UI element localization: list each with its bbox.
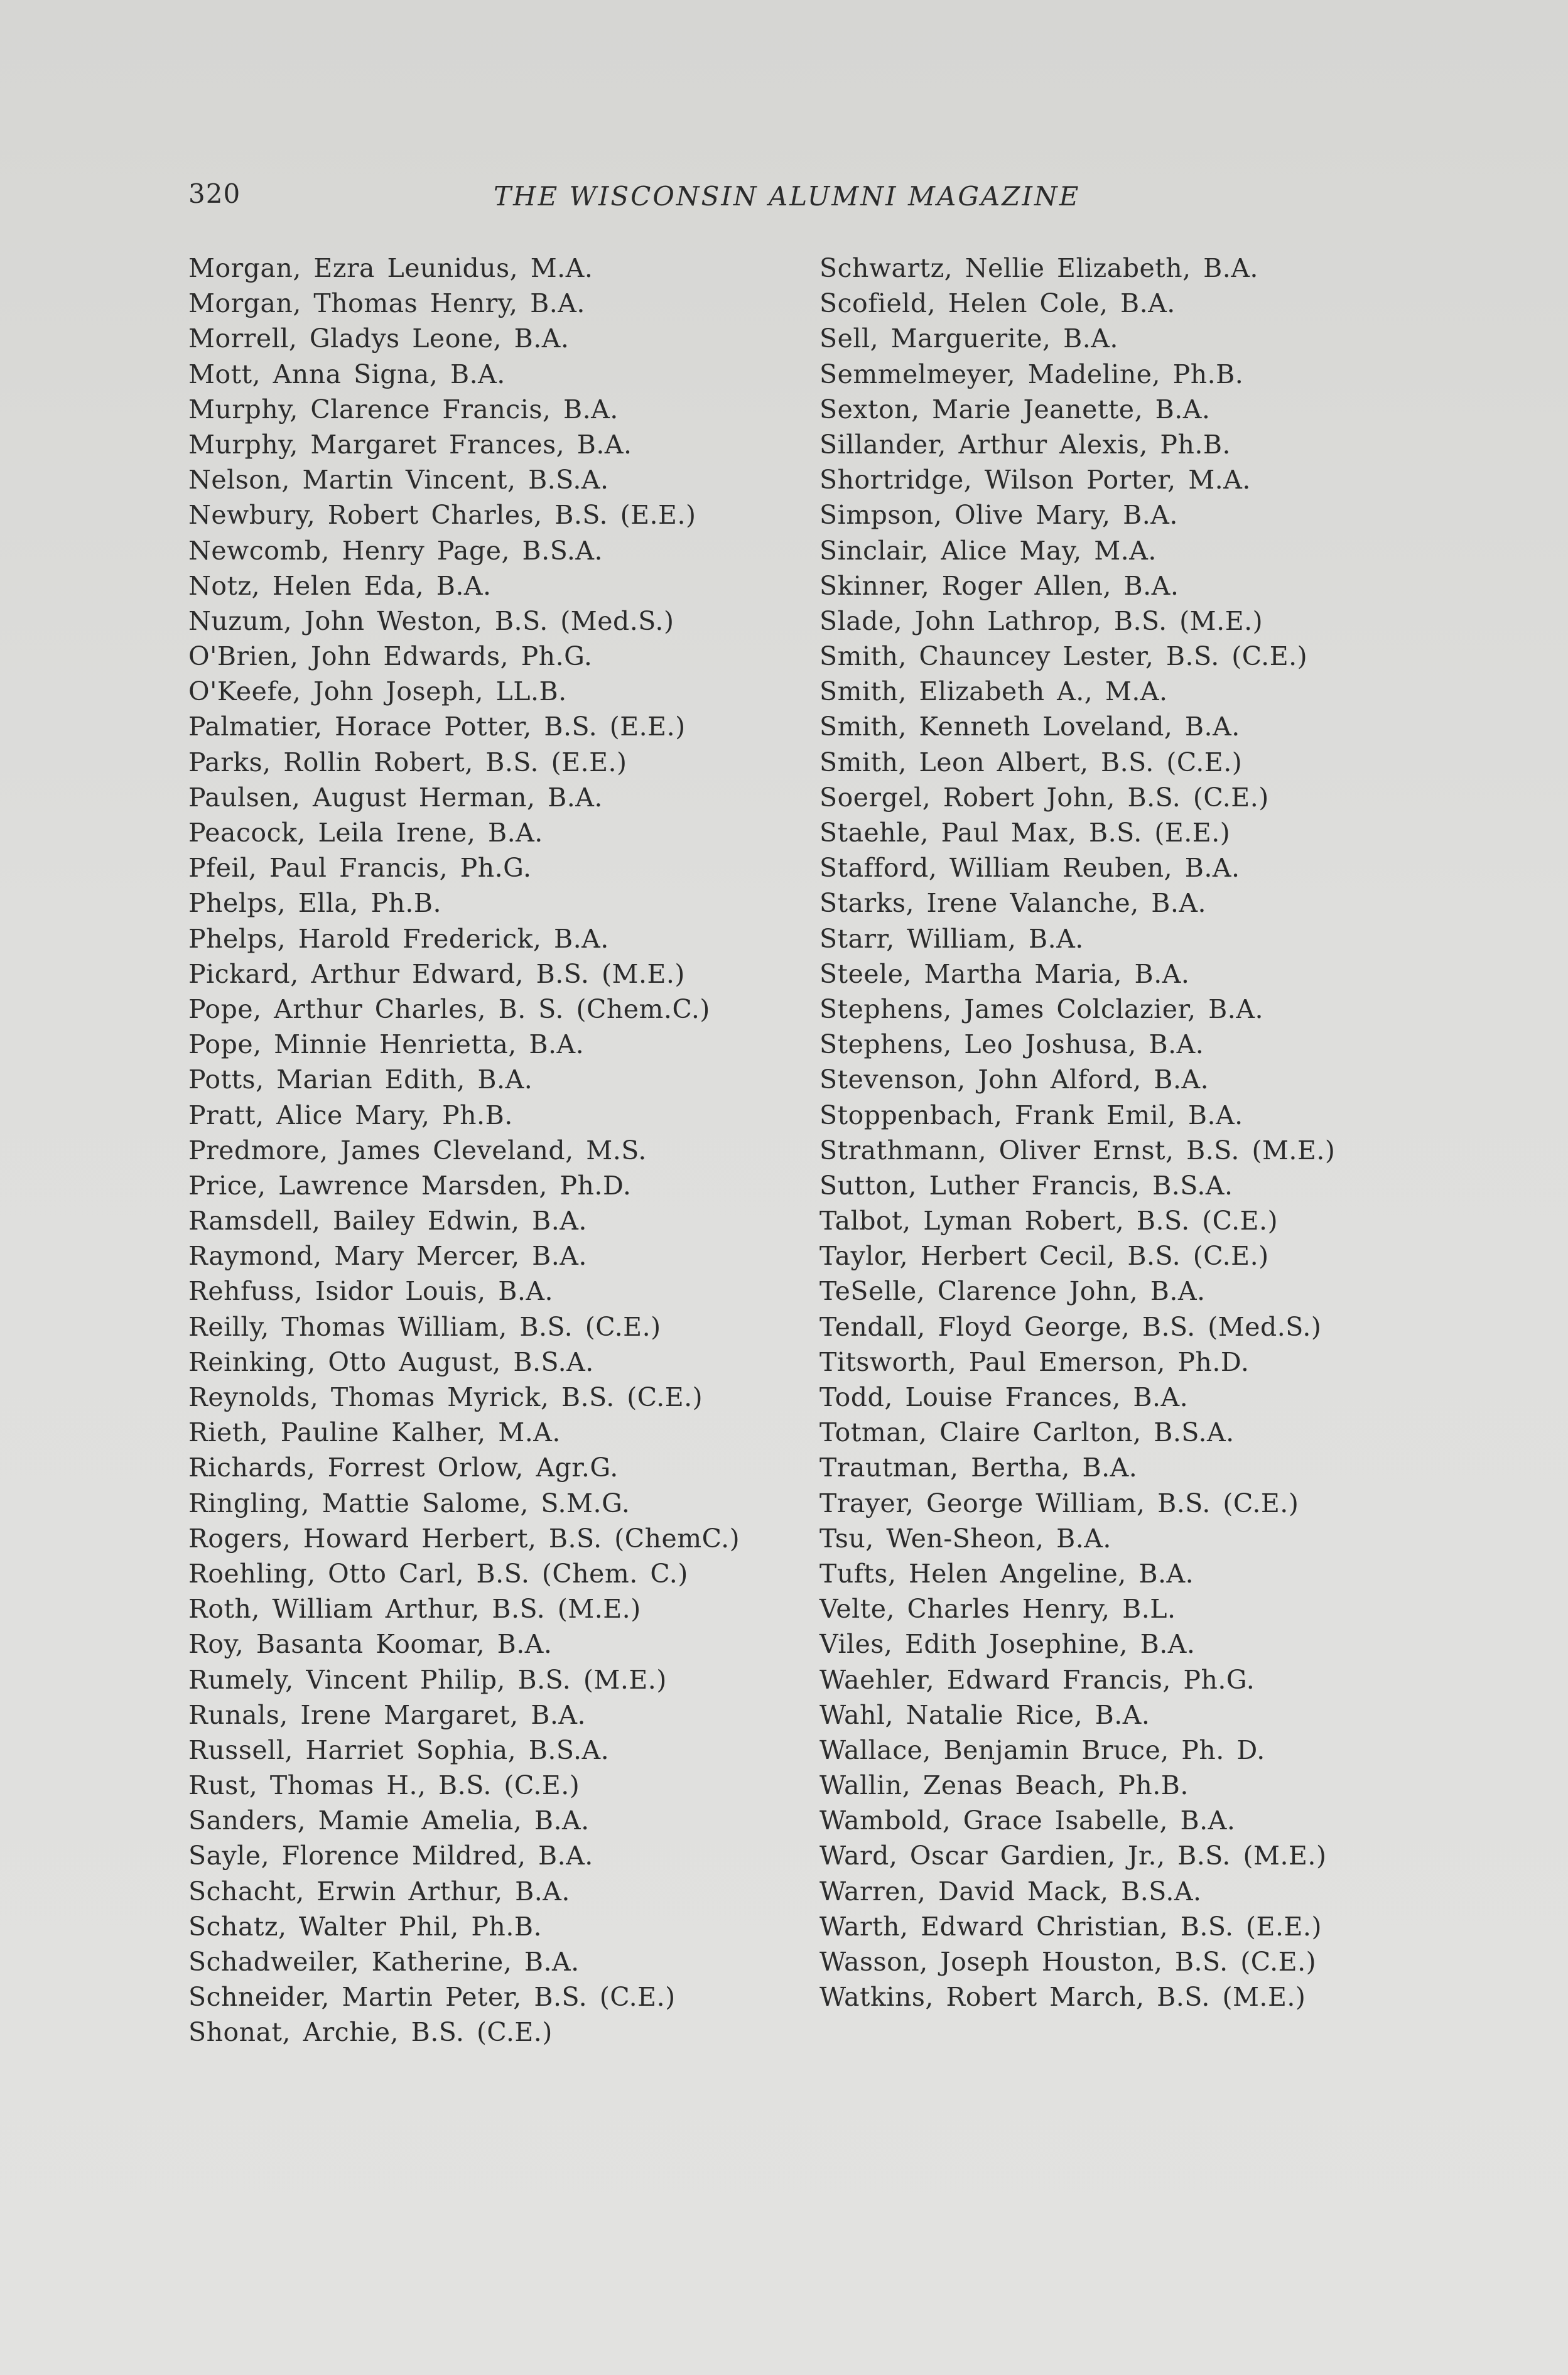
alumni-entry: Schatz, Walter Phil, Ph.B. — [188, 1911, 543, 1942]
alumni-entry: Talbot, Lyman Robert, B.S. (C.E.) — [819, 1206, 1279, 1236]
alumni-entry: Morgan, Ezra Leunidus, M.A. — [188, 253, 593, 283]
alumni-entry: Morrell, Gladys Leone, B.A. — [188, 323, 570, 354]
alumni-entry: Rogers, Howard Herbert, B.S. (ChemC.) — [188, 1523, 740, 1554]
alumni-entry: Tsu, Wen-Sheon, B.A. — [819, 1523, 1111, 1554]
alumni-entry: Titsworth, Paul Emerson, Ph.D. — [819, 1346, 1250, 1377]
alumni-entry: Pfeil, Paul Francis, Ph.G. — [188, 853, 532, 884]
alumni-entry: Stephens, James Colclazier, B.A. — [819, 993, 1263, 1024]
alumni-entry: Strathmann, Oliver Ernst, B.S. (M.E.) — [819, 1135, 1336, 1166]
alumni-entry: Runals, Irene Margaret, B.A. — [188, 1699, 587, 1730]
alumni-entry: Sillander, Arthur Alexis, Ph.B. — [819, 429, 1231, 460]
alumni-entry: Todd, Louise Frances, B.A. — [819, 1382, 1189, 1412]
alumni-entry: Schneider, Martin Peter, B.S. (C.E.) — [188, 1982, 676, 2013]
alumni-entry: Newcomb, Henry Page, B.S.A. — [188, 535, 603, 566]
right-column-list — [819, 251, 1385, 2015]
alumni-entry: Reilly, Thomas William, B.S. (C.E.) — [188, 1311, 661, 1342]
alumni-entry: Sutton, Luther Francis, B.S.A. — [819, 1170, 1233, 1201]
alumni-entry: Reinking, Otto August, B.S.A. — [188, 1346, 594, 1377]
alumni-entry: Smith, Leon Albert, B.S. (C.E.) — [819, 747, 1243, 777]
alumni-entry: Taylor, Herbert Cecil, B.S. (C.E.) — [819, 1241, 1269, 1272]
alumni-entry: Schwartz, Nellie Elizabeth, B.A. — [819, 253, 1258, 283]
alumni-entry: Stoppenbach, Frank Emil, B.A. — [819, 1100, 1243, 1130]
alumni-entry: Reynolds, Thomas Myrick, B.S. (C.E.) — [188, 1382, 703, 1412]
alumni-entry: Schadweiler, Katherine, B.A. — [188, 1947, 580, 1977]
alumni-entry: Murphy, Margaret Frances, B.A. — [188, 429, 632, 460]
alumni-entry: Roth, William Arthur, B.S. (M.E.) — [188, 1594, 641, 1625]
alumni-entry: Tendall, Floyd George, B.S. (Med.S.) — [819, 1311, 1322, 1342]
alumni-entry: Semmelmeyer, Madeline, Ph.B. — [819, 359, 1244, 389]
alumni-entry: Palmatier, Horace Potter, B.S. (E.E.) — [188, 711, 686, 742]
alumni-entry: Skinner, Roger Allen, B.A. — [819, 570, 1179, 601]
alumni-entry: Paulsen, August Herman, B.A. — [188, 782, 603, 813]
alumni-entry: Starr, William, B.A. — [819, 923, 1084, 954]
alumni-entry: Murphy, Clarence Francis, B.A. — [188, 394, 619, 425]
alumni-entry: Russell, Harriet Sophia, B.S.A. — [188, 1734, 610, 1765]
alumni-entry: Pickard, Arthur Edward, B.S. (M.E.) — [188, 958, 685, 989]
alumni-entry: Mott, Anna Signa, B.A. — [188, 359, 506, 389]
alumni-entry: Steele, Martha Maria, B.A. — [819, 958, 1190, 989]
alumni-entry: O'Keefe, John Joseph, LL.B. — [188, 676, 567, 707]
alumni-entry: Raymond, Mary Mercer, B.A. — [188, 1241, 587, 1272]
alumni-entry: Notz, Helen Eda, B.A. — [188, 570, 492, 601]
alumni-entry: Smith, Chauncey Lester, B.S. (C.E.) — [819, 641, 1308, 672]
alumni-entry: Watkins, Robert March, B.S. (M.E.) — [819, 1982, 1306, 2013]
left-column-list — [188, 251, 791, 2050]
alumni-entry: Nelson, Martin Vincent, B.S.A. — [188, 465, 609, 495]
alumni-entry: Phelps, Harold Frederick, B.A. — [188, 923, 609, 954]
alumni-entry: Totman, Claire Carlton, B.S.A. — [819, 1417, 1235, 1448]
alumni-entry: Stephens, Leo Joshusa, B.A. — [819, 1029, 1204, 1060]
alumni-entry: Predmore, James Cleveland, M.S. — [188, 1135, 647, 1166]
alumni-entry: Rehfuss, Isidor Louis, B.A. — [188, 1276, 554, 1307]
alumni-entry: Richards, Forrest Orlow, Agr.G. — [188, 1453, 619, 1483]
alumni-entry: Stafford, William Reuben, B.A. — [819, 853, 1240, 884]
alumni-entry: Stevenson, John Alford, B.A. — [819, 1064, 1209, 1095]
alumni-entry: Peacock, Leila Irene, B.A. — [188, 818, 543, 848]
alumni-entry: TeSelle, Clarence John, B.A. — [819, 1276, 1206, 1307]
alumni-entry: Velte, Charles Henry, B.L. — [819, 1594, 1176, 1625]
alumni-entry: Trautman, Bertha, B.A. — [819, 1453, 1138, 1483]
alumni-entry: Nuzum, John Weston, B.S. (Med.S.) — [188, 605, 674, 636]
alumni-entry: Slade, John Lathrop, B.S. (M.E.) — [819, 605, 1263, 636]
alumni-entry: Potts, Marian Edith, B.A. — [188, 1064, 533, 1095]
alumni-entry: O'Brien, John Edwards, Ph.G. — [188, 641, 593, 672]
alumni-entry: Staehle, Paul Max, B.S. (E.E.) — [819, 818, 1231, 848]
alumni-entry: Pope, Arthur Charles, B. S. (Chem.C.) — [188, 993, 710, 1024]
alumni-entry: Rust, Thomas H., B.S. (C.E.) — [188, 1770, 580, 1801]
alumni-entry: Sexton, Marie Jeanette, B.A. — [819, 394, 1211, 425]
alumni-entry: Smith, Elizabeth A., M.A. — [819, 676, 1168, 707]
alumni-entry: Starks, Irene Valanche, B.A. — [819, 888, 1207, 919]
alumni-entry: Pope, Minnie Henrietta, B.A. — [188, 1029, 585, 1060]
alumni-entry: Viles, Edith Josephine, B.A. — [819, 1629, 1196, 1660]
alumni-entry: Schacht, Erwin Arthur, B.A. — [188, 1876, 570, 1907]
alumni-entry: Shonat, Archie, B.S. (C.E.) — [188, 2017, 553, 2048]
running-title: THE WISCONSIN ALUMNI MAGAZINE — [494, 181, 1081, 212]
alumni-entry: Sinclair, Alice May, M.A. — [819, 535, 1157, 566]
alumni-entry: Price, Lawrence Marsden, Ph.D. — [188, 1170, 632, 1201]
alumni-entry: Sayle, Florence Mildred, B.A. — [188, 1841, 593, 1871]
alumni-entry: Soergel, Robert John, B.S. (C.E.) — [819, 782, 1269, 813]
alumni-entry: Warren, David Mack, B.S.A. — [819, 1876, 1202, 1907]
alumni-entry: Morgan, Thomas Henry, B.A. — [188, 288, 585, 319]
alumni-entry: Wallin, Zenas Beach, Ph.B. — [819, 1770, 1189, 1801]
alumni-entry: Smith, Kenneth Loveland, B.A. — [819, 711, 1240, 742]
page-header — [188, 178, 1105, 216]
alumni-entry: Wallace, Benjamin Bruce, Ph. D. — [819, 1734, 1265, 1765]
alumni-entry: Sanders, Mamie Amelia, B.A. — [188, 1805, 590, 1836]
page-number: 320 — [188, 178, 241, 209]
alumni-entry: Wambold, Grace Isabelle, B.A. — [819, 1805, 1236, 1836]
alumni-entry: Scofield, Helen Cole, B.A. — [819, 288, 1176, 319]
alumni-entry: Phelps, Ella, Ph.B. — [188, 888, 442, 919]
alumni-entry: Simpson, Olive Mary, B.A. — [819, 500, 1178, 531]
alumni-entry: Ringling, Mattie Salome, S.M.G. — [188, 1488, 630, 1518]
alumni-entry: Roy, Basanta Koomar, B.A. — [188, 1629, 553, 1660]
alumni-entry: Newbury, Robert Charles, B.S. (E.E.) — [188, 500, 696, 531]
alumni-entry: Sell, Marguerite, B.A. — [819, 323, 1118, 354]
alumni-entry: Pratt, Alice Mary, Ph.B. — [188, 1100, 513, 1130]
alumni-entry: Rieth, Pauline Kalher, M.A. — [188, 1417, 561, 1448]
alumni-entry: Shortridge, Wilson Porter, M.A. — [819, 465, 1251, 495]
alumni-entry: Warth, Edward Christian, B.S. (E.E.) — [819, 1911, 1322, 1942]
alumni-entry: Ward, Oscar Gardien, Jr., B.S. (M.E.) — [819, 1841, 1327, 1871]
alumni-entry: Wasson, Joseph Houston, B.S. (C.E.) — [819, 1947, 1317, 1977]
alumni-entry: Parks, Rollin Robert, B.S. (E.E.) — [188, 747, 627, 777]
alumni-entry: Ramsdell, Bailey Edwin, B.A. — [188, 1206, 587, 1236]
alumni-entry: Tufts, Helen Angeline, B.A. — [819, 1558, 1194, 1589]
alumni-entry: Rumely, Vincent Philip, B.S. (M.E.) — [188, 1664, 667, 1695]
alumni-entry: Waehler, Edward Francis, Ph.G. — [819, 1664, 1255, 1695]
alumni-entry: Wahl, Natalie Rice, B.A. — [819, 1699, 1150, 1730]
alumni-entry: Roehling, Otto Carl, B.S. (Chem. C.) — [188, 1558, 688, 1589]
alumni-entry: Trayer, George William, B.S. (C.E.) — [819, 1488, 1299, 1518]
